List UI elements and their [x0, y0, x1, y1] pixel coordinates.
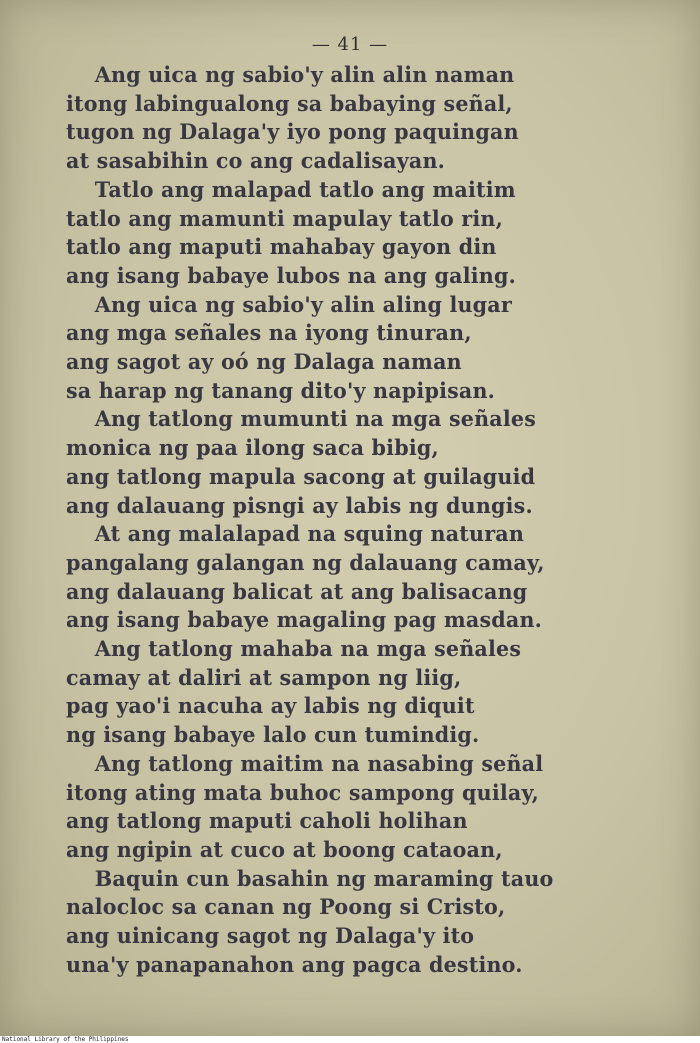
verse-line: Ang tatlong mahaba na mga señales	[94, 637, 522, 663]
verse-line: ng isang babaye lalo cun tumindig.	[66, 723, 480, 749]
verse-line: Ang tatlong maitim na nasabing señal	[94, 751, 544, 777]
verse-line: tugon ng Dalaga'y iyo pong paquingan	[66, 120, 519, 146]
stanza	[66, 62, 676, 177]
library-credit: National Library of the Philippines	[2, 1036, 129, 1043]
verse-line: at sasabihin co ang cadalisayan.	[66, 149, 446, 175]
verse-line: Baquin cun basahin ng maraming tauo	[94, 866, 554, 892]
stanza	[66, 521, 676, 636]
verse-line: tatlo ang mamunti mapulay tatlo rin,	[66, 206, 503, 232]
verse-line: ang isang babaye magaling pag masdan.	[66, 608, 543, 634]
verse-line: ang dalauang pisngi ay labis ng dungis.	[66, 493, 533, 519]
verse-line: monica ng paa ilong saca bibig,	[66, 436, 439, 462]
verse-line: sa harap ng tanang dito'y napipisan.	[66, 378, 496, 404]
verse-line: ang sagot ay oó ng Dalaga naman	[66, 350, 462, 376]
verse-line: Ang uica ng sabio'y alin aling lugar	[94, 292, 512, 318]
verse-line: ang tatlong mapula sacong at guilaguid	[66, 464, 536, 490]
verse-line: ang isang babaye lubos na ang galing.	[66, 263, 517, 289]
verse-line: ang uinicang sagot ng Dalaga'y ito	[66, 924, 475, 950]
verse-line: ang tatlong maputi caholi holihan	[66, 809, 468, 835]
stanza	[66, 177, 676, 292]
verse-line: ang ngipin at cuco at boong cataoan,	[66, 837, 503, 863]
stanza	[66, 636, 676, 751]
verse-line: tatlo ang maputi mahabay gayon din	[66, 235, 497, 261]
verse-line: Ang uica ng sabio'y alin alin naman	[94, 63, 515, 88]
verse-line: pangalang galangan ng dalauang camay,	[66, 550, 545, 576]
verse-line: ang dalauang balicat at ang balisacang	[66, 579, 528, 605]
stanza	[66, 751, 676, 866]
verse-line: itong ating mata buhoc sampong quilay,	[66, 780, 540, 806]
poem-body	[66, 62, 676, 981]
verse-line: camay at daliri at sampon ng liig,	[66, 665, 462, 691]
stanza	[66, 292, 676, 407]
verse-line: nalocloc sa canan ng Poong si Cristo,	[66, 895, 506, 921]
verse-line: At ang malalapad na squing naturan	[94, 522, 525, 548]
verse-line: una'y panapanahon ang pagca destino.	[66, 952, 523, 978]
verse-line: pag yao'i nacuha ay labis ng diquit	[66, 694, 475, 720]
stanza	[66, 866, 676, 981]
page-number: — 41 —	[311, 34, 389, 55]
verse-line: Ang tatlong mumunti na mga señales	[94, 407, 537, 433]
verse-line: ang mga señales na iyong tinuran,	[66, 321, 472, 347]
verse-line: itong labingualong sa babaying señal,	[66, 91, 513, 117]
verse-line: Tatlo ang malapad tatlo ang maitim	[94, 177, 516, 203]
stanza	[66, 406, 676, 521]
